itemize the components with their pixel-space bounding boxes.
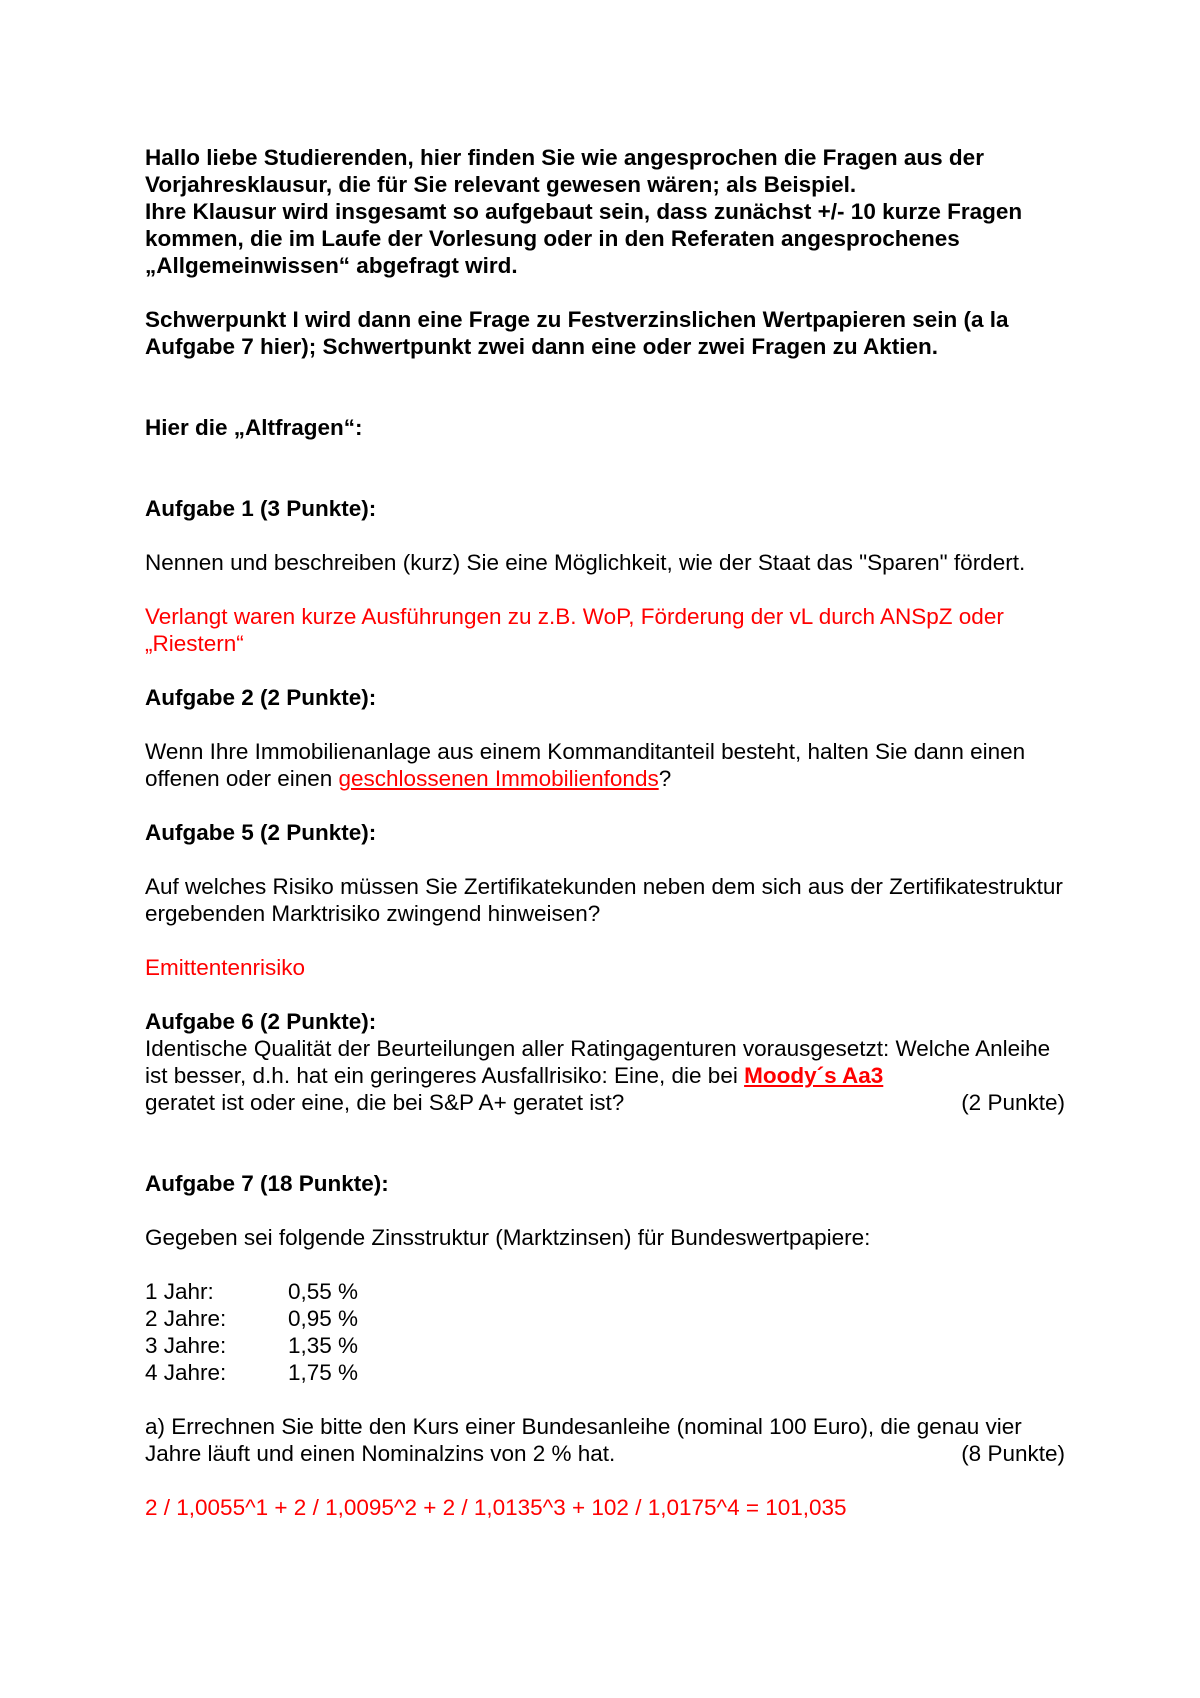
aufgabe-5-answer: Emittentenrisiko [145, 955, 306, 980]
rate-label: 1 Jahr: [145, 1279, 214, 1304]
aufgabe-7-intro: Gegeben sei folgende Zinsstruktur (Marktzinsen) für Bundeswertpapiere: [145, 1225, 871, 1250]
rate-label: 2 Jahre: [145, 1306, 227, 1331]
aufgabe-7a-points: (8 Punkte) [961, 1441, 1065, 1466]
aufgabe-6-answer: Moody´s Aa3 [744, 1063, 884, 1088]
aufgabe-7-title: Aufgabe 7 (18 Punkte): [145, 1171, 389, 1196]
aufgabe-1-answer: Verlangt waren kurze Ausführungen zu z.B. WoP, Förderung der vL durch ANSpZ oder „Riestern“ [145, 604, 1011, 656]
rate-value: 1,35 % [288, 1333, 359, 1358]
schwerpunkt-text: Schwerpunkt I wird dann eine Frage zu Festverzinslichen Wertpapieren sein (a la Aufgabe 7 hier); Schwertpunkt zwei dann eine oder zwei Fragen zu Aktien. [145, 307, 1014, 359]
rate-row [145, 1359, 1065, 1386]
zinsstruktur-list [145, 1278, 1065, 1386]
aufgabe-2-question-end: ? [658, 766, 672, 791]
aufgabe-6-question-row [145, 1089, 1065, 1116]
rate-label: 3 Jahre: [145, 1333, 227, 1358]
aufgabe-7a-question-line2: Jahre läuft und einen Nominalzins von 2 % hat. [145, 1441, 616, 1466]
rate-value: 0,95 % [288, 1306, 359, 1331]
rate-row [145, 1332, 1065, 1359]
rate-value: 0,55 % [288, 1279, 359, 1304]
aufgabe-1-title: Aufgabe 1 (3 Punkte): [145, 496, 377, 521]
aufgabe-2-answer: geschlossenen Immobilienfonds [338, 766, 659, 791]
aufgabe-6-points: (2 Punkte) [961, 1090, 1065, 1115]
document-page [145, 144, 1070, 1521]
aufgabe-6-question-end: geratet ist oder eine, die bei S&P A+ geratet ist? [145, 1090, 625, 1115]
aufgabe-5-question: Auf welches Risiko müssen Sie Zertifikatekunden neben dem sich aus der Zertifikatestruktur ergebenden Marktrisiko zwingend hinweisen? [145, 874, 1070, 926]
aufgabe-2-question-text: Wenn Ihre Immobilienanlage aus einem Kommanditanteil besteht, halten Sie dann einen offenen oder einen [145, 739, 1032, 791]
aufgabe-7a-answer: 2 / 1,0055^1 + 2 / 1,0095^2 + 2 / 1,0135^3 + 102 / 1,0175^4 = 101,035 [145, 1495, 847, 1520]
rate-label: 4 Jahre: [145, 1360, 227, 1385]
intro-text-2: Ihre Klausur wird insgesamt so aufgebaut sein, dass zunächst +/- 10 kurze Fragen kommen, die im Laufe der Vorlesung oder in den Referaten angesprochenes „Allgemeinwissen“ abgefragt wird. [145, 199, 1029, 278]
aufgabe-2-question [145, 738, 1065, 792]
altfragen-heading: Hier die „Altfragen“: [145, 415, 363, 440]
rate-row [145, 1305, 1065, 1332]
aufgabe-6-title: Aufgabe 6 (2 Punkte): [145, 1009, 377, 1034]
rate-value: 1,75 % [288, 1360, 359, 1385]
aufgabe-2-title: Aufgabe 2 (2 Punkte): [145, 685, 377, 710]
aufgabe-7a-question-row [145, 1440, 1065, 1467]
aufgabe-6-question [145, 1035, 1065, 1089]
aufgabe-5-title: Aufgabe 5 (2 Punkte): [145, 820, 377, 845]
rate-row [145, 1278, 1065, 1305]
intro-text-1: Hallo liebe Studierenden, hier finden Sie wie angesprochen die Fragen aus der Vorjahresklausur, die für Sie relevant gewesen wären; als Beispiel. [145, 145, 991, 197]
aufgabe-6-question-text: Identische Qualität der Beurteilungen aller Ratingagenturen vorausgesetzt: Welche Anleihe ist besser, d.h. hat ein geringeres Ausfallrisiko: Eine, die bei [145, 1036, 1057, 1088]
aufgabe-1-question: Nennen und beschreiben (kurz) Sie eine Möglichkeit, wie der Staat das "Sparen" fördert. [145, 550, 1026, 575]
aufgabe-7a-question-line1: a) Errechnen Sie bitte den Kurs einer Bundesanleihe (nominal 100 Euro), die genau vier [145, 1414, 1022, 1439]
